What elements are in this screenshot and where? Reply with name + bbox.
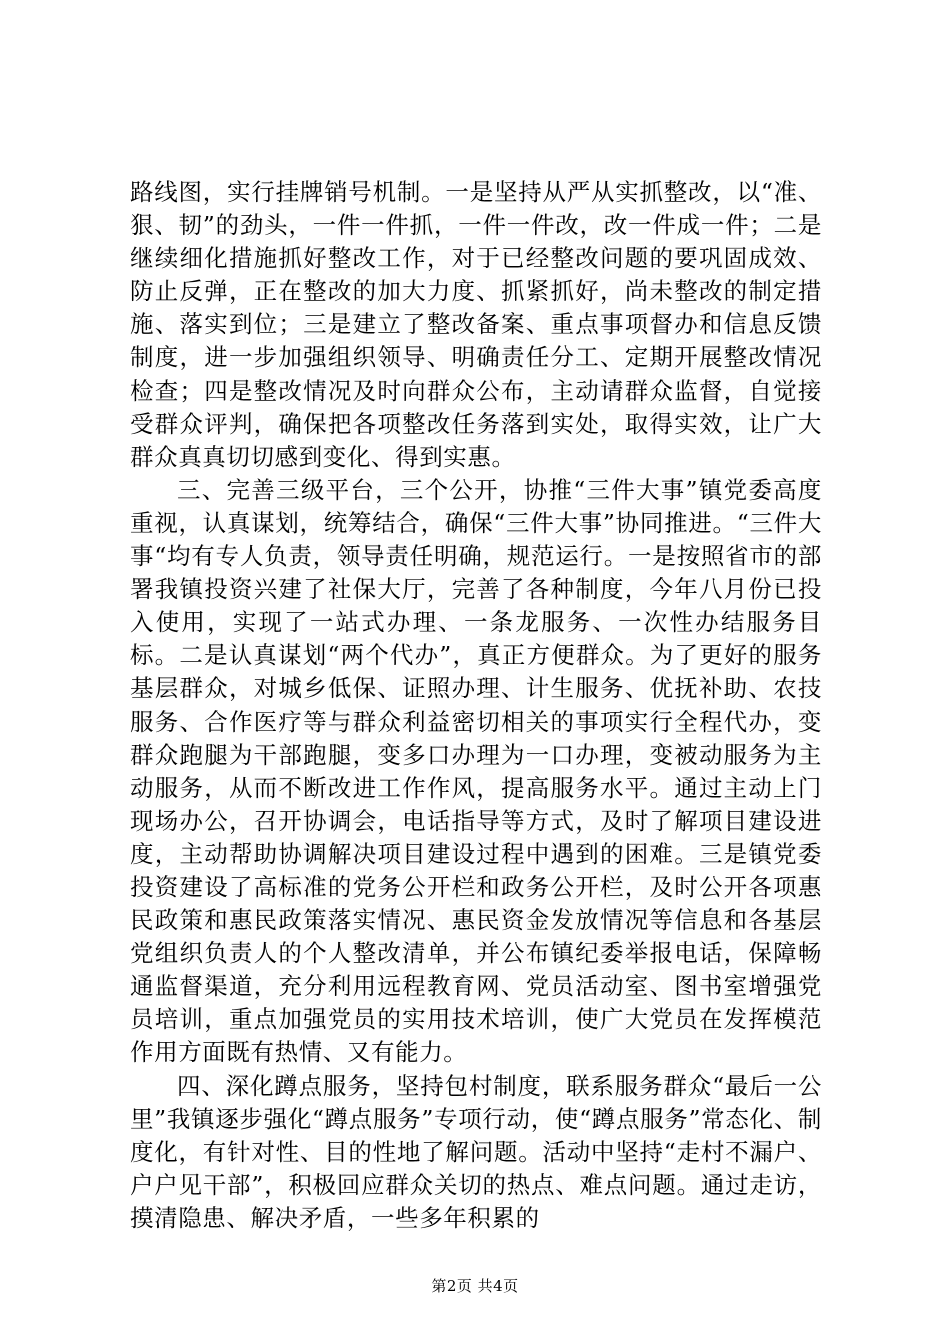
document-body: [130, 176, 822, 1235]
paragraph-section-four: 四、深化蹲点服务，坚持包村制度，联系服务群众“最后一公里”我镇逐步强化“蹲点服务”专项行动，使“蹲点服务”常态化、制度化，有针对性、目的性地了解问题。活动中坚持“走村不漏户、户户见干部”，积极回应群众关切的热点、难点问题。通过走访，摸清隐患、解决矛盾，一些多年积累的: [130, 1071, 822, 1232]
page-footer: 第2页 共4页: [431, 1277, 519, 1295]
paragraph-section-three: 三、完善三级平台，三个公开，协推“三件大事”镇党委高度重视，认真谋划，统筹结合，确保“三件大事”协同推进。“三件大事“均有专人负责，领导责任明确，规范运行。一是按照省市的部署我镇投资兴建了社保大厅，完善了各种制度，今年八月份已投入使用，实现了一站式办理、一条龙服务、一次性办结服务目标。二是认真谋划“两个代办”，真正方便群众。为了更好的服务基层群众，对城乡低保、证照办理、计生服务、优抚补助、农技服务、合作医疗等与群众利益密切相关的事项实行全程代办，变群众跑腿为干部跑腿，变多口办理为一口办理，变被动服务为主动服务，从而不断改进工作作风，提高服务水平。通过主动上门现场办公，召开协调会，电话指导等方式，及时了解项目建设进度，主动帮助协调解决项目建设过程中遇到的困难。三是镇党委投资建设了高标准的党务公开栏和政务公开栏，及时公开各项惠民政策和惠民政策落实情况、惠民资金发放情况等信息和各基层党组织负责人的个人整改清单，并公布镇纪委举报电话，保障畅通监督渠道，充分利用远程教育网、党员活动室、图书室增强党员培训，重点加强党员的实用技术培训，使广大党员在发挥模范作用方面既有热情、又有能力。: [130, 475, 822, 1067]
paragraph-continuation: 路线图，实行挂牌销号机制。一是坚持从严从实抓整改，以“准、狠、韧”的劲头，一件一件抓，一件一件改，改一件成一件；二是继续细化措施抓好整改工作，对于已经整改问题的要巩固成效、防止反弹，正在整改的加大力度、抓紧抓好，尚未整改的制定措施、落实到位；三是建立了整改备案、重点事项督办和信息反馈制度，进一步加强组织领导、明确责任分工、定期开展整改情况检查；四是整改情况及时向群众公布，主动请群众监督，自觉接受群众评判，确保把各项整改任务落到实处，取得实效，让广大群众真真切切感到变化、得到实惠。: [130, 178, 822, 471]
